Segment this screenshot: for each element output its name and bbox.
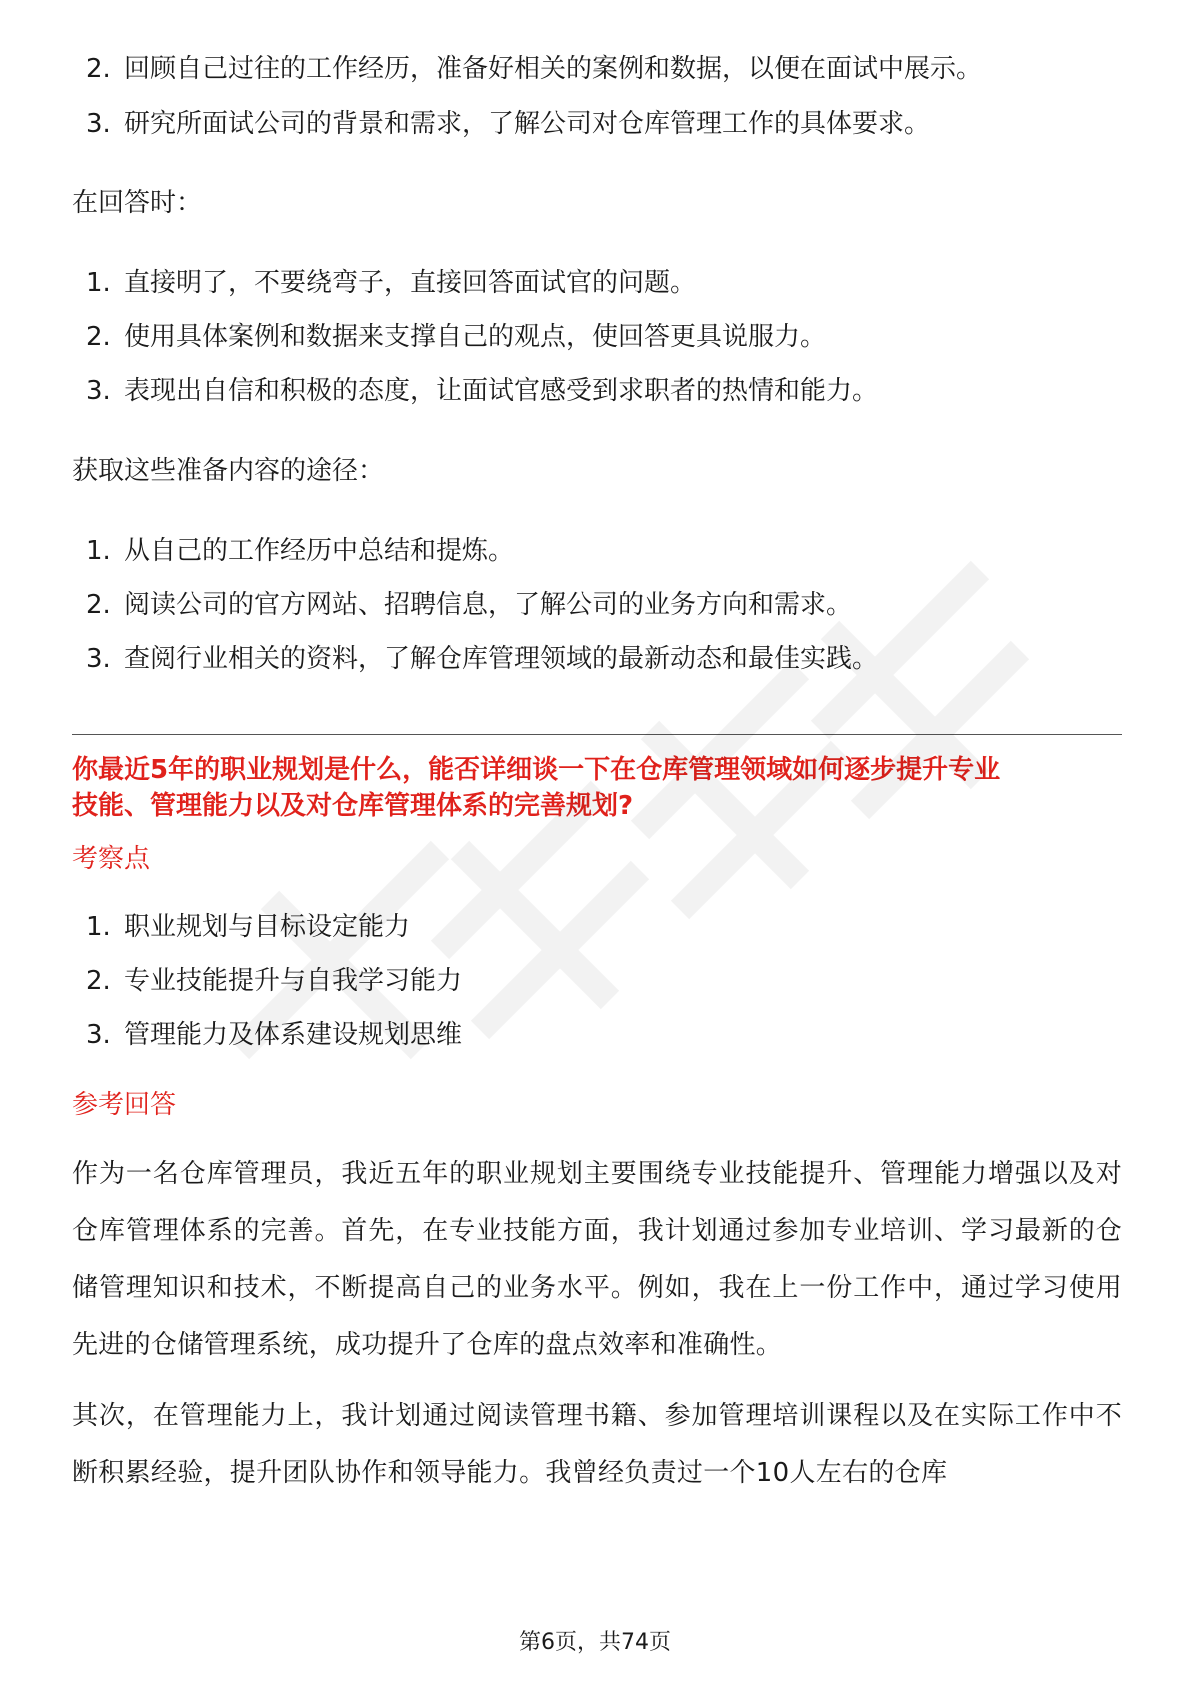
section-lead-sources: 获取这些准备内容的途径： [72, 456, 385, 486]
list-text: 回顾自己过往的工作经历，准备好相关的案例和数据，以便在面试中展示。 [124, 54, 983, 84]
list-text: 阅读公司的官方网站、招聘信息，了解公司的业务方向和需求。 [124, 590, 853, 620]
list-number: 2. [86, 966, 111, 996]
list-text: 研究所面试公司的背景和需求，了解公司对仓库管理工作的具体要求。 [124, 109, 931, 139]
page-number-footer: 第6页，共74页 [519, 1630, 671, 1655]
list-number: 3. [86, 644, 111, 674]
list-text: 查阅行业相关的资料，了解仓库管理领域的最新动态和最佳实践。 [124, 644, 879, 674]
list-text: 专业技能提升与自我学习能力 [124, 966, 463, 996]
list-number: 2. [86, 590, 111, 620]
list-text: 直接明了，不要绕弯子，直接回答面试官的问题。 [124, 268, 697, 298]
list-number: 3. [86, 376, 111, 406]
list-text: 表现出自信和积极的态度，让面试官感受到求职者的热情和能力。 [124, 376, 879, 406]
interview-question [72, 752, 1122, 824]
list-number: 2. [86, 54, 111, 84]
list-number: 1. [86, 536, 111, 566]
list-text: 使用具体案例和数据来支撑自己的观点，使回答更具说服力。 [124, 322, 827, 352]
list-number: 1. [86, 268, 111, 298]
list-number: 3. [86, 1020, 111, 1050]
list-text: 职业规划与目标设定能力 [124, 912, 411, 942]
section-divider [72, 734, 1122, 735]
list-text: 从自己的工作经历中总结和提炼。 [124, 536, 515, 566]
focus-heading: 考察点 [72, 844, 151, 874]
answer-heading: 参考回答 [72, 1090, 177, 1120]
question-line-2: 技能、管理能力以及对仓库管理体系的完善规划? [72, 791, 634, 821]
list-text: 管理能力及体系建设规划思维 [124, 1020, 463, 1050]
list-number: 3. [86, 109, 111, 139]
list-number: 1. [86, 912, 111, 942]
question-line-1: 你最近5年的职业规划是什么，能否详细谈一下在仓库管理领域如何逐步提升专业 [72, 755, 1001, 785]
list-number: 2. [86, 322, 111, 352]
answer-paragraph-1: 作为一名仓库管理员，我近五年的职业规划主要围绕专业技能提升、管理能力增强以及对仓库管理体系的完善。首先，在专业技能方面，我计划通过参加专业培训、学习最新的仓储管理知识和技术，不断提高自己的业务水平。例如，我在上一份工作中，通过学习使用先进的仓储管理系统，成功提升了仓库的盘点效率和准确性。 [72, 1159, 1122, 1360]
section-lead-answering: 在回答时： [72, 188, 203, 218]
answer-paragraph-2: 其次，在管理能力上，我计划通过阅读管理书籍、参加管理培训课程以及在实际工作中不断积累经验，提升团队协作和领导能力。我曾经负责过一个10人左右的仓库 [72, 1401, 1122, 1488]
